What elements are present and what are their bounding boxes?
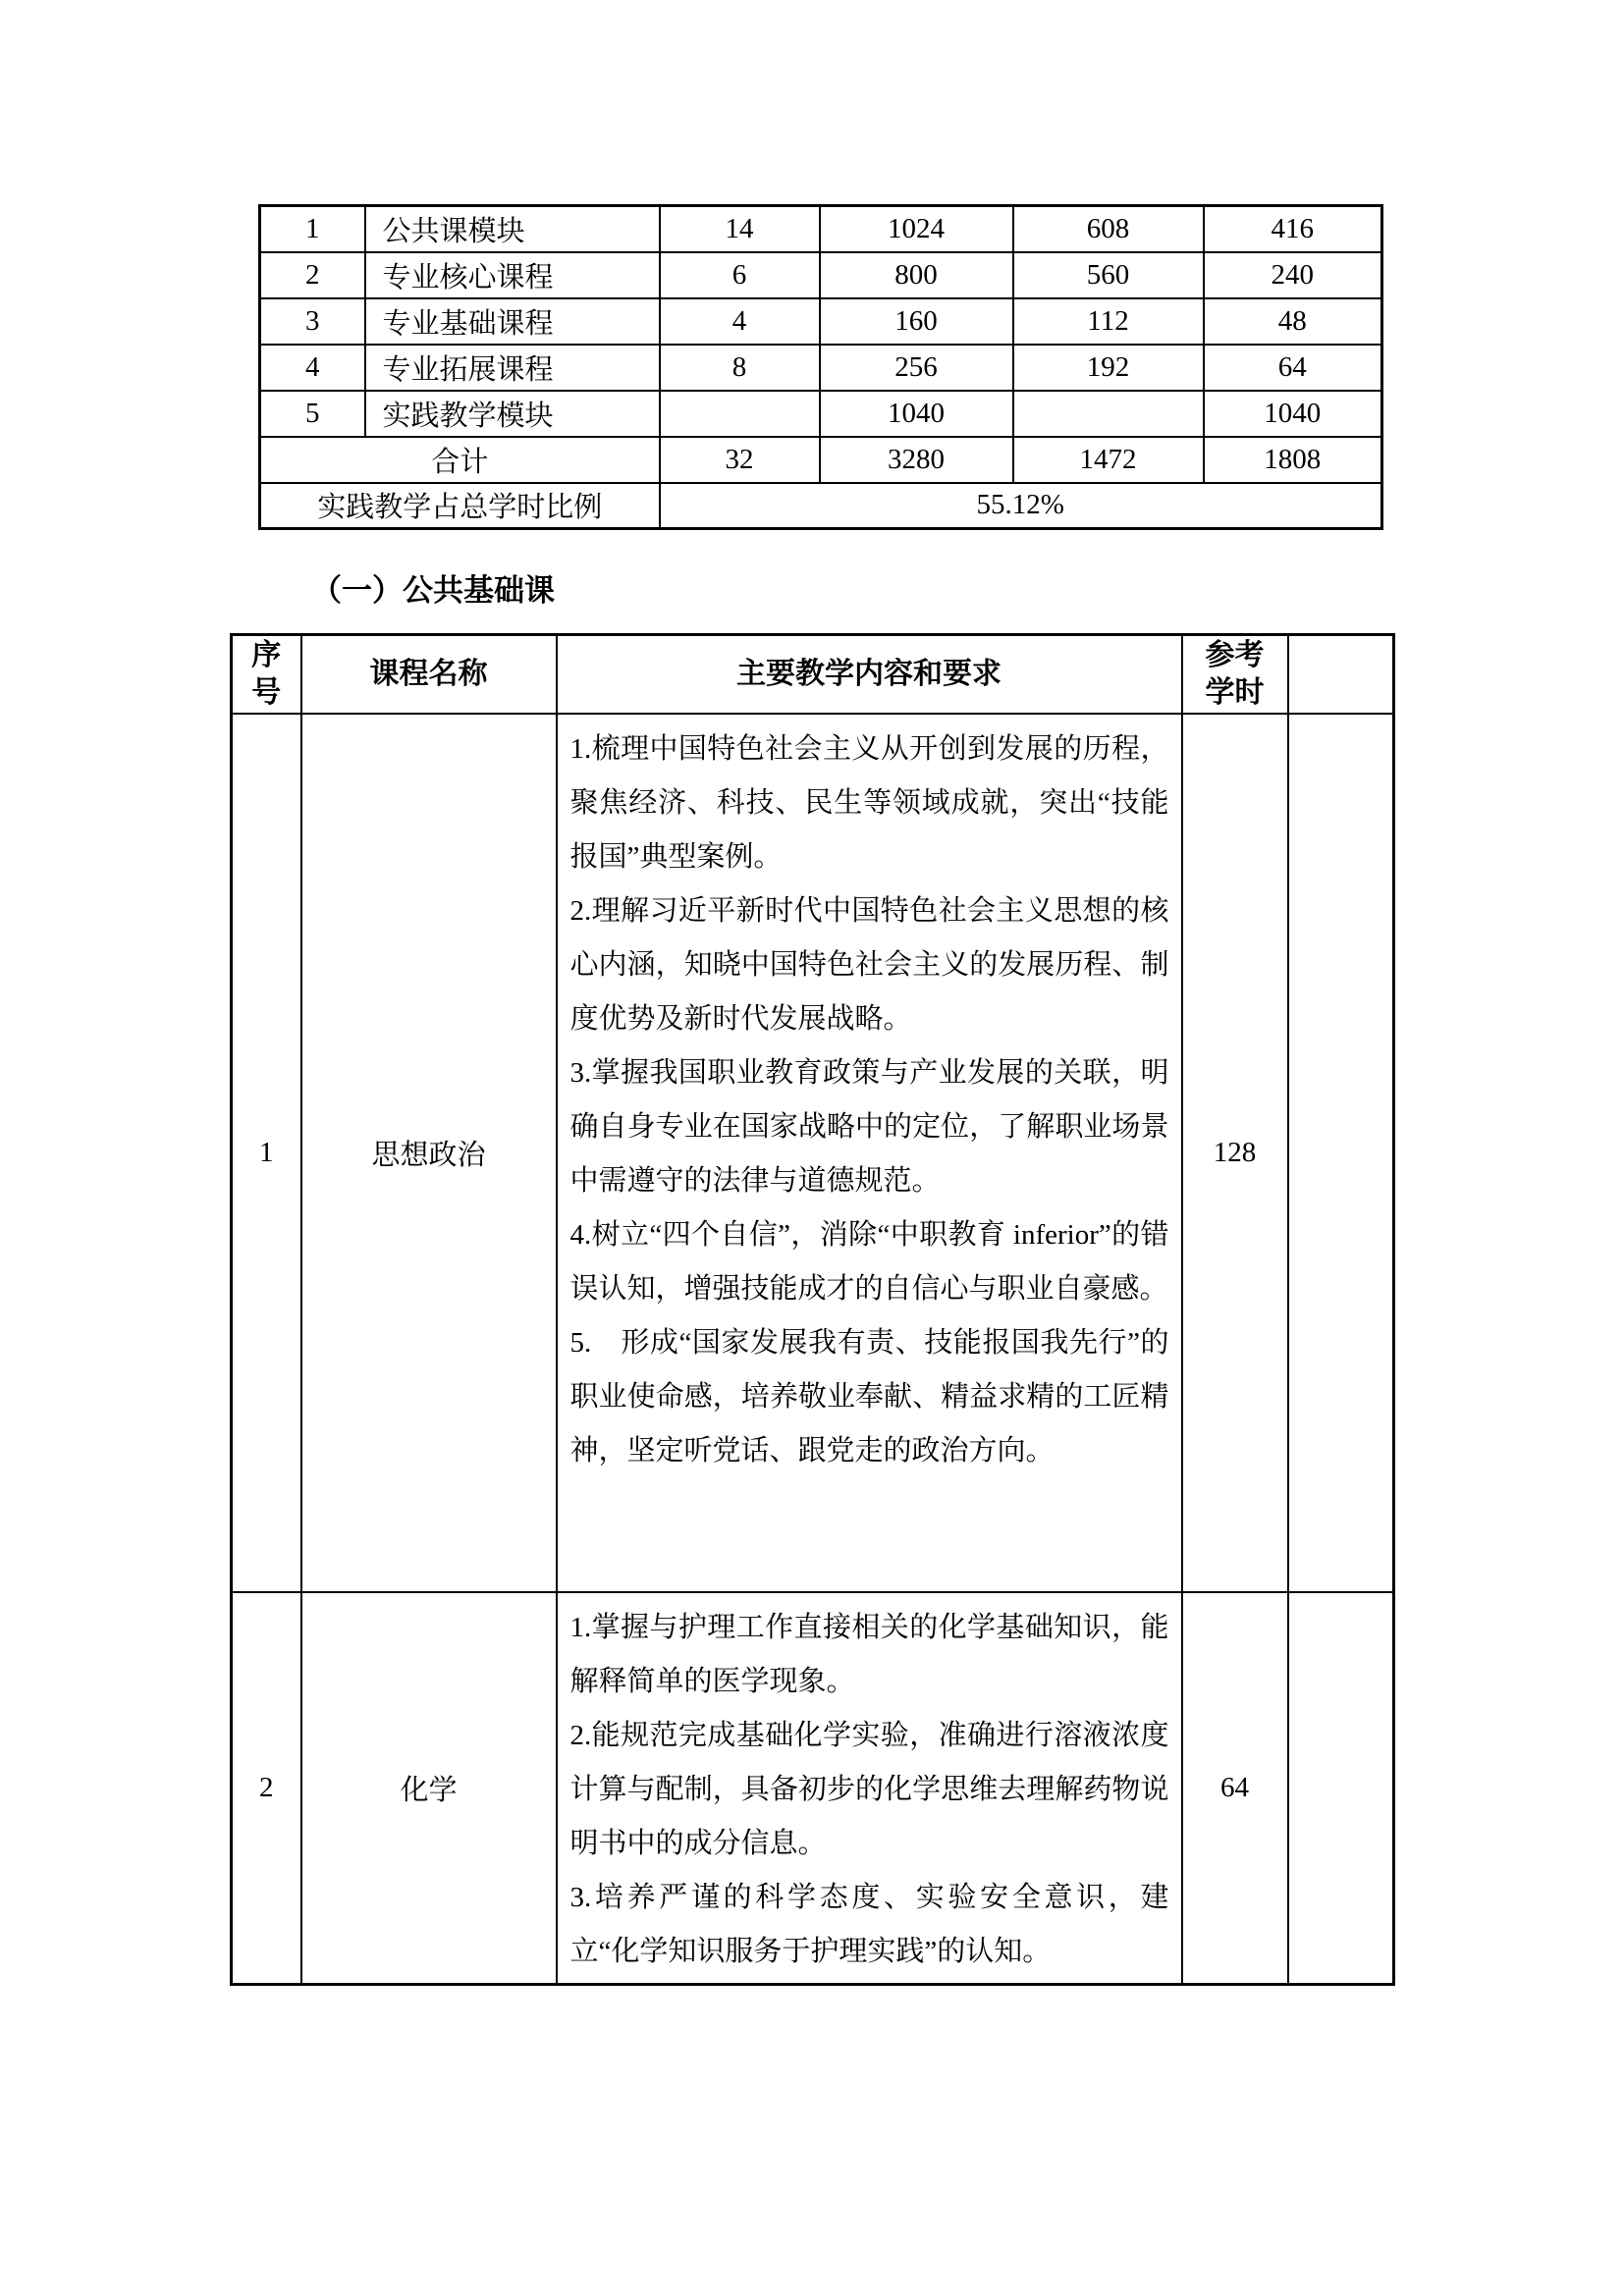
total-label: 合计 <box>260 437 660 483</box>
header-extra <box>1288 635 1394 714</box>
cell-seq: 1 <box>232 714 301 1592</box>
cell-count: 6 <box>660 252 820 298</box>
cell-module-name: 专业基础课程 <box>365 298 660 345</box>
summary-row <box>260 391 1382 437</box>
cell-theory-hours <box>1013 391 1204 437</box>
cell-theory-hours: 608 <box>1013 206 1204 252</box>
cell-total-hours: 256 <box>820 345 1013 391</box>
cell-practice-hours: 1040 <box>1204 391 1382 437</box>
summary-row <box>260 252 1382 298</box>
content-paragraph: 2.能规范完成基础化学实验，准确进行溶液浓度计算与配制，具备初步的化学思维去理解药物说明书中的成分信息。 <box>569 1719 1169 1859</box>
cell-practice-hours: 48 <box>1204 298 1382 345</box>
summary-total-row <box>260 437 1382 483</box>
cell-index: 4 <box>260 345 365 391</box>
course-row <box>232 714 1394 1592</box>
cell-ref-hours: 128 <box>1182 714 1288 1592</box>
cell-count <box>660 391 820 437</box>
cell-theory-hours: 192 <box>1013 345 1204 391</box>
cell-index: 2 <box>260 252 365 298</box>
cell-index: 5 <box>260 391 365 437</box>
header-content: 主要教学内容和要求 <box>557 635 1182 714</box>
cell-count: 8 <box>660 345 820 391</box>
cell-content <box>557 1592 1182 1985</box>
ratio-label: 实践教学占总学时比例 <box>260 483 660 529</box>
cell-extra <box>1288 1592 1394 1985</box>
content-paragraph: 3.培养严谨的科学态度、实验安全意识，建立“化学知识服务于护理实践”的认知。 <box>569 1881 1169 1967</box>
content-paragraph: 3.掌握我国职业教育政策与产业发展的关联，明确自身专业在国家战略中的定位，了解职业场景中需遵守的法律与道德规范。 <box>569 1056 1169 1197</box>
content-paragraph: 5. 形成“国家发展我有责、技能报国我先行”的职业使命感，培养敬业奉献、精益求精的工匠精神，坚定听党话、跟党走的政治方向。 <box>569 1326 1169 1467</box>
cell-theory-hours: 560 <box>1013 252 1204 298</box>
content-paragraph: 1.掌握与护理工作直接相关的化学基础知识，能解释简单的医学现象。 <box>569 1611 1169 1697</box>
cell-total-hours: 160 <box>820 298 1013 345</box>
cell-module-name: 专业拓展课程 <box>365 345 660 391</box>
content-paragraph: 2.理解习近平新时代中国特色社会主义思想的核心内涵，知晓中国特色社会主义的发展历程、制度优势及新时代发展战略。 <box>569 894 1169 1035</box>
cell-practice-hours: 1808 <box>1204 437 1382 483</box>
cell-total-hours: 800 <box>820 252 1013 298</box>
cell-course-name: 思想政治 <box>301 714 557 1592</box>
header-ref-hours: 参考学时 <box>1182 635 1288 714</box>
cell-content <box>557 714 1182 1592</box>
cell-theory-hours: 1472 <box>1013 437 1204 483</box>
content-paragraph: 4.树立“四个自信”，消除“中职教育 inferior”的错误认知，增强技能成才的自信心与职业自豪感。 <box>569 1218 1169 1305</box>
ratio-value: 55.12% <box>660 483 1382 529</box>
cell-ref-hours: 64 <box>1182 1592 1288 1985</box>
cell-index: 1 <box>260 206 365 252</box>
cell-count: 32 <box>660 437 820 483</box>
cell-total-hours: 1024 <box>820 206 1013 252</box>
cell-count: 4 <box>660 298 820 345</box>
cell-practice-hours: 416 <box>1204 206 1382 252</box>
summary-ratio-row <box>260 483 1382 529</box>
summary-table <box>258 204 1383 530</box>
cell-count: 14 <box>660 206 820 252</box>
cell-module-name: 实践教学模块 <box>365 391 660 437</box>
cell-extra <box>1288 714 1394 1592</box>
course-row <box>232 1592 1394 1985</box>
summary-row <box>260 345 1382 391</box>
cell-seq: 2 <box>232 1592 301 1985</box>
cell-module-name: 公共课模块 <box>365 206 660 252</box>
header-course-name: 课程名称 <box>301 635 557 714</box>
content-paragraph: 1.梳理中国特色社会主义从开创到发展的历程，聚焦经济、科技、民生等领域成就，突出“技能报国”典型案例。 <box>569 732 1169 873</box>
cell-practice-hours: 240 <box>1204 252 1382 298</box>
cell-course-name: 化学 <box>301 1592 557 1985</box>
cell-theory-hours: 112 <box>1013 298 1204 345</box>
summary-row <box>260 206 1382 252</box>
course-table-header <box>232 635 1394 714</box>
cell-practice-hours: 64 <box>1204 345 1382 391</box>
cell-total-hours: 3280 <box>820 437 1013 483</box>
course-table <box>230 633 1395 1986</box>
section-title: （一）公共基础课 <box>311 573 555 608</box>
cell-index: 3 <box>260 298 365 345</box>
cell-total-hours: 1040 <box>820 391 1013 437</box>
summary-row <box>260 298 1382 345</box>
header-seq: 序号 <box>232 635 301 714</box>
cell-module-name: 专业核心课程 <box>365 252 660 298</box>
